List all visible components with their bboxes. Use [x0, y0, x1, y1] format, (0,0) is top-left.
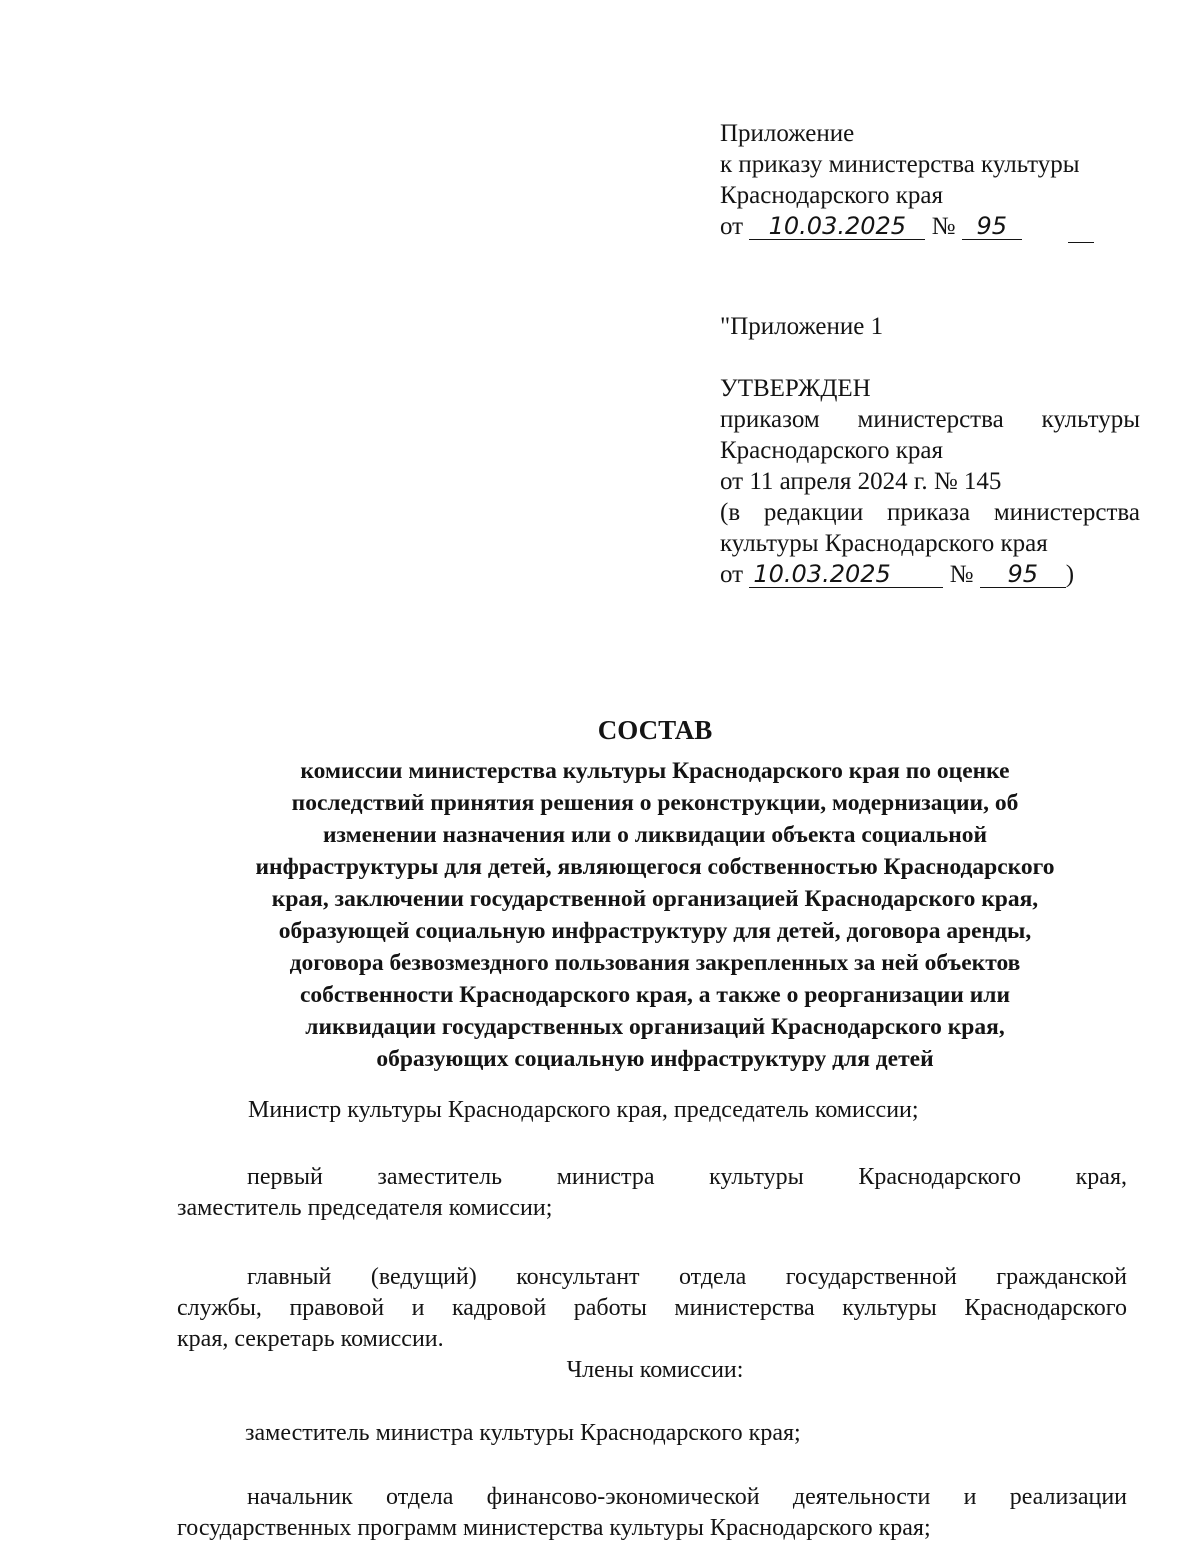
- annex-date-number: [720, 211, 1140, 243]
- approval-date-number: [720, 559, 1140, 590]
- subtitle-line: изменении назначения или о ликвидации объекта социальной: [322, 822, 988, 848]
- closing-paren: ): [1065, 561, 1075, 588]
- from-label: от: [720, 213, 744, 240]
- from-label: от: [720, 561, 744, 588]
- document-heading: СОСТАВ: [597, 715, 713, 745]
- secretary-paragraph: [177, 1262, 1127, 1355]
- secretary-line-1: главный (ведущий) консультант отдела государственной гражданской: [247, 1264, 1127, 1290]
- subtitle-line: образующих социальную инфраструктуру для детей: [376, 1046, 934, 1072]
- member-2-paragraph: [177, 1482, 1127, 1544]
- chair-text: Министр культуры Краснодарского края, председатель комиссии;: [248, 1097, 919, 1123]
- deputy-line-1: первый заместитель министра культуры Краснодарского края,: [247, 1164, 1127, 1190]
- members-heading: [0, 1355, 1200, 1386]
- annex-title: Приложение: [720, 120, 855, 147]
- secretary-line-3: края, секретарь комиссии.: [177, 1326, 444, 1352]
- approved-label: УТВЕРЖДЕН: [720, 375, 871, 402]
- approval-line-3: от 11 апреля 2024 г. № 145: [720, 468, 1002, 495]
- deputy-line-2: заместитель председателя комиссии;: [177, 1195, 553, 1221]
- approval-line-5: культуры Краснодарского края: [720, 530, 1048, 557]
- approval-line-1: приказом министерства культуры: [720, 406, 1140, 433]
- handwritten-date: 10.03.2025: [749, 213, 925, 240]
- annex-1-label: "Приложение 1: [720, 313, 884, 340]
- number-label: №: [931, 213, 956, 240]
- subtitle-line: договора безвозмездного пользования закрепленных за ней объектов: [289, 950, 1021, 976]
- secretary-line-2: службы, правовой и кадровой работы министерства культуры Краснодарского: [177, 1295, 1127, 1321]
- subtitle-line: инфраструктуры для детей, являющегося собственностью Краснодарского: [255, 854, 1055, 880]
- approval-block: [720, 311, 1140, 590]
- approval-line-2: Краснодарского края: [720, 437, 943, 464]
- subtitle-line: ликвидации государственных организаций Краснодарского края,: [305, 1014, 1005, 1040]
- deputy-paragraph: [177, 1162, 1127, 1224]
- subtitle-line: собственности Краснодарского края, а также о реорганизации или: [300, 982, 1010, 1008]
- underline-blank: [1068, 211, 1094, 243]
- subtitle-line: последствий принятия решения о реконструкции, модернизации, об: [291, 790, 1019, 816]
- member-2-line-1: начальник отдела финансово-экономической деятельности и реализации: [247, 1484, 1127, 1510]
- member-2-line-2: государственных программ министерства культуры Краснодарского края;: [177, 1515, 931, 1541]
- member-1-paragraph: [245, 1418, 1125, 1449]
- member-1-text: заместитель министра культуры Краснодарского края;: [245, 1420, 801, 1446]
- handwritten-number: 95: [962, 213, 1022, 240]
- annex-header: [720, 118, 1140, 243]
- members-heading-text: Члены комиссии:: [566, 1357, 744, 1383]
- annex-order-ref: к приказу министерства культуры: [720, 151, 1080, 178]
- subtitle-line: образующей социальную инфраструктуру для детей, договора аренды,: [278, 918, 1032, 944]
- subtitle-line: комиссии министерства культуры Краснодарского края по оценке: [300, 758, 1010, 784]
- document-subtitle: [0, 755, 1200, 1075]
- approval-line-4: (в редакции приказа министерства: [720, 499, 1140, 526]
- number-label: №: [949, 561, 974, 588]
- chair-paragraph: [248, 1095, 1128, 1126]
- handwritten-number: 95: [980, 561, 1066, 588]
- annex-region: Краснодарского края: [720, 182, 943, 209]
- subtitle-line: края, заключении государственной организацией Краснодарского края,: [271, 886, 1039, 912]
- handwritten-date: 10.03.2025: [749, 561, 943, 588]
